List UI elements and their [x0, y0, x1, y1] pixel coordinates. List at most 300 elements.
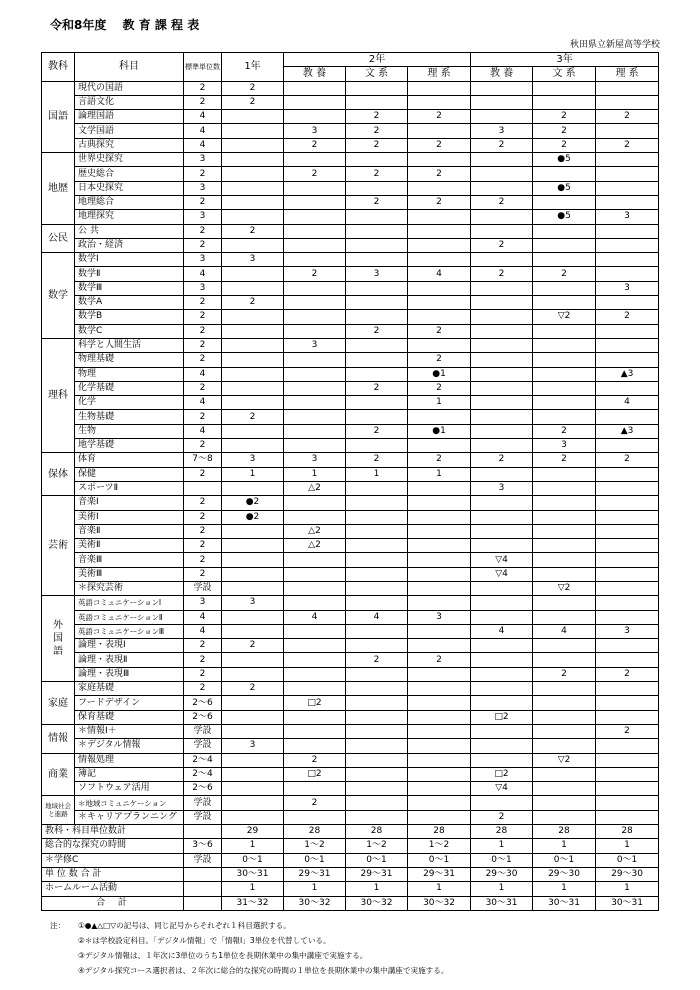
- subject-cell: 日本史探究: [75, 181, 184, 195]
- table-row: [42, 310, 659, 324]
- table-row: [42, 567, 659, 581]
- standard-units-cell: 学設: [184, 810, 222, 824]
- units-cell: 2: [533, 667, 596, 681]
- units-cell: [408, 524, 471, 538]
- units-cell: [408, 81, 471, 95]
- units-cell: [471, 381, 533, 395]
- standard-units-cell: 学設: [184, 724, 222, 738]
- units-cell: 2: [408, 167, 471, 181]
- table-row: [42, 782, 659, 796]
- subject-cell: 現代の国語: [75, 81, 184, 95]
- table-row: [42, 353, 659, 367]
- units-cell: ▲3: [596, 424, 659, 438]
- units-cell: 3: [346, 267, 408, 281]
- subject-cell: 美術Ⅱ: [75, 539, 184, 553]
- units-cell: 2: [346, 653, 408, 667]
- table-row: [42, 238, 659, 252]
- units-cell: [346, 739, 408, 753]
- units-cell: [408, 753, 471, 767]
- units-cell: 0～1: [533, 853, 596, 867]
- units-cell: [596, 410, 659, 424]
- summary-label: 総合的な探究の時間: [42, 839, 184, 853]
- units-cell: [222, 782, 284, 796]
- units-cell: [346, 439, 408, 453]
- units-cell: [284, 782, 346, 796]
- units-cell: 1: [408, 882, 471, 896]
- units-cell: [222, 381, 284, 395]
- subject-cell: 情報処理: [75, 753, 184, 767]
- header-category: 教科: [42, 53, 75, 82]
- units-cell: 2: [533, 424, 596, 438]
- header-year1: 1年: [222, 53, 284, 82]
- standard-units-cell: 4: [184, 396, 222, 410]
- units-cell: [408, 553, 471, 567]
- units-cell: 0～1: [471, 853, 533, 867]
- units-cell: [222, 653, 284, 667]
- units-cell: ▽4: [471, 553, 533, 567]
- units-cell: [284, 181, 346, 195]
- units-cell: [471, 210, 533, 224]
- units-cell: ▽4: [471, 782, 533, 796]
- units-cell: [533, 481, 596, 495]
- units-cell: [471, 639, 533, 653]
- standard-units-cell: 4: [184, 424, 222, 438]
- subject-cell: ソフトウェア活用: [75, 782, 184, 796]
- units-cell: ▽4: [471, 567, 533, 581]
- units-cell: 2: [471, 453, 533, 467]
- units-cell: 2: [222, 682, 284, 696]
- units-cell: [346, 296, 408, 310]
- units-cell: [346, 224, 408, 238]
- table-row: [42, 324, 659, 338]
- units-cell: [533, 539, 596, 553]
- units-cell: [222, 696, 284, 710]
- subject-cell: 物理基礎: [75, 353, 184, 367]
- subject-cell: 数学B: [75, 310, 184, 324]
- units-cell: [346, 596, 408, 610]
- subject-cell: 古典探究: [75, 138, 184, 152]
- standard-units-cell: 2: [184, 95, 222, 109]
- units-cell: 29～30: [596, 867, 659, 881]
- standard-units-cell: 2: [184, 639, 222, 653]
- standard-units-cell: 4: [184, 138, 222, 152]
- units-cell: [471, 324, 533, 338]
- units-cell: [222, 724, 284, 738]
- standard-units-cell: 2: [184, 496, 222, 510]
- category-cell: 数学: [42, 253, 75, 339]
- units-cell: 4: [471, 624, 533, 638]
- units-cell: [346, 567, 408, 581]
- units-cell: [533, 496, 596, 510]
- units-cell: [408, 696, 471, 710]
- category-cell: 情報: [42, 724, 75, 753]
- units-cell: [408, 710, 471, 724]
- units-cell: 2: [346, 424, 408, 438]
- units-cell: [284, 724, 346, 738]
- table-row: [42, 167, 659, 181]
- units-cell: [346, 481, 408, 495]
- standard-units-cell: 2: [184, 238, 222, 252]
- units-cell: 1: [471, 839, 533, 853]
- units-cell: 28: [471, 825, 533, 839]
- units-cell: [284, 496, 346, 510]
- units-cell: [596, 124, 659, 138]
- subject-cell: ＊キャリアプランニング: [75, 810, 184, 824]
- units-cell: [533, 553, 596, 567]
- units-cell: □2: [284, 696, 346, 710]
- units-cell: [596, 81, 659, 95]
- standard-units-cell: 4: [184, 110, 222, 124]
- units-cell: [346, 353, 408, 367]
- units-cell: 2: [408, 324, 471, 338]
- standard-units-cell: 学設: [184, 796, 222, 810]
- units-cell: 2: [533, 453, 596, 467]
- units-cell: 2: [346, 453, 408, 467]
- header-subject: 科目: [75, 53, 184, 82]
- category-cell: 保体: [42, 453, 75, 496]
- table-row: [42, 767, 659, 781]
- units-cell: [284, 310, 346, 324]
- units-cell: [533, 696, 596, 710]
- units-cell: [533, 510, 596, 524]
- units-cell: 2: [596, 667, 659, 681]
- header-y2-kyoyo: 教 養: [284, 67, 346, 81]
- units-cell: [533, 224, 596, 238]
- units-cell: [408, 124, 471, 138]
- units-cell: [222, 367, 284, 381]
- units-cell: 3: [284, 124, 346, 138]
- subject-cell: 音楽Ⅲ: [75, 553, 184, 567]
- units-cell: [408, 739, 471, 753]
- units-cell: [471, 581, 533, 595]
- units-cell: [596, 524, 659, 538]
- subject-cell: 地理探究: [75, 210, 184, 224]
- units-cell: 1: [346, 882, 408, 896]
- units-cell: [346, 810, 408, 824]
- units-cell: 4: [408, 267, 471, 281]
- subject-cell: スポーツⅡ: [75, 481, 184, 495]
- summary-label: 単 位 数 合 計: [42, 867, 184, 881]
- units-cell: [533, 796, 596, 810]
- units-cell: [408, 95, 471, 109]
- units-cell: [596, 510, 659, 524]
- summary-label: ＊学修C: [42, 853, 184, 867]
- units-cell: 2: [284, 138, 346, 152]
- standard-units-cell: 2: [184, 667, 222, 681]
- subject-cell: 生物: [75, 424, 184, 438]
- units-cell: 2: [471, 238, 533, 252]
- units-cell: 29～31: [346, 867, 408, 881]
- units-cell: [222, 439, 284, 453]
- units-cell: 1～2: [408, 839, 471, 853]
- subject-cell: 政治・経済: [75, 238, 184, 252]
- units-cell: [222, 310, 284, 324]
- units-cell: 30～31: [222, 867, 284, 881]
- units-cell: [408, 238, 471, 252]
- subject-cell: 言語文化: [75, 95, 184, 109]
- units-cell: 0～1: [346, 853, 408, 867]
- category-cell: 商業: [42, 753, 75, 796]
- units-cell: 3: [222, 596, 284, 610]
- units-cell: [533, 338, 596, 352]
- subject-cell: 数学A: [75, 296, 184, 310]
- units-cell: 0～1: [222, 853, 284, 867]
- units-cell: [471, 167, 533, 181]
- standard-units-cell: 2: [184, 381, 222, 395]
- header-year3: 3年: [471, 53, 659, 67]
- units-cell: [596, 682, 659, 696]
- units-cell: [346, 95, 408, 109]
- units-cell: [408, 410, 471, 424]
- units-cell: 2: [596, 110, 659, 124]
- units-cell: 1: [596, 839, 659, 853]
- units-cell: [596, 553, 659, 567]
- units-cell: 2: [408, 353, 471, 367]
- units-cell: [284, 682, 346, 696]
- units-cell: [284, 667, 346, 681]
- header-y2-bunkei: 文 系: [346, 67, 408, 81]
- table-row: [42, 810, 659, 824]
- units-cell: [222, 667, 284, 681]
- note-line: ③デジタル情報は、１年次に3単位のうち1単位を長期休業中の集中講座で実施する。: [78, 951, 368, 960]
- table-row: [42, 267, 659, 281]
- units-cell: 1: [222, 467, 284, 481]
- units-cell: [408, 153, 471, 167]
- units-cell: [471, 667, 533, 681]
- units-cell: 0～1: [408, 853, 471, 867]
- units-cell: 1: [222, 882, 284, 896]
- units-cell: [346, 153, 408, 167]
- subject-cell: 歴史総合: [75, 167, 184, 181]
- units-cell: [222, 624, 284, 638]
- units-cell: [596, 610, 659, 624]
- units-cell: 1～2: [346, 839, 408, 853]
- units-cell: ▽2: [533, 310, 596, 324]
- standard-units-cell: 3～6: [184, 839, 222, 853]
- units-cell: [533, 238, 596, 252]
- subject-cell: 音楽Ⅰ: [75, 496, 184, 510]
- units-cell: [471, 281, 533, 295]
- units-cell: [533, 381, 596, 395]
- units-cell: ●2: [222, 496, 284, 510]
- units-cell: [533, 281, 596, 295]
- standard-units-cell: 2: [184, 167, 222, 181]
- units-cell: [408, 510, 471, 524]
- units-cell: 2: [346, 110, 408, 124]
- standard-units-cell: 2: [184, 310, 222, 324]
- subject-cell: 簿記: [75, 767, 184, 781]
- units-cell: [408, 639, 471, 653]
- table-row: [42, 95, 659, 109]
- curriculum-table: [41, 52, 659, 911]
- units-cell: [346, 553, 408, 567]
- units-cell: 2: [408, 453, 471, 467]
- units-cell: [222, 710, 284, 724]
- units-cell: [596, 95, 659, 109]
- units-cell: [284, 195, 346, 209]
- units-cell: 2: [346, 124, 408, 138]
- units-cell: [596, 167, 659, 181]
- units-cell: [222, 567, 284, 581]
- subject-cell: 保育基礎: [75, 710, 184, 724]
- notes-lead: 注：: [50, 921, 66, 930]
- units-cell: [408, 624, 471, 638]
- units-cell: 1: [596, 882, 659, 896]
- units-cell: [596, 782, 659, 796]
- units-cell: 29～31: [284, 867, 346, 881]
- units-cell: 2: [471, 267, 533, 281]
- standard-units-cell: 2: [184, 653, 222, 667]
- standard-units-cell: [184, 481, 222, 495]
- units-cell: [284, 210, 346, 224]
- units-cell: 4: [533, 624, 596, 638]
- units-cell: [471, 496, 533, 510]
- subject-cell: ＊情報Ⅰ＋: [75, 724, 184, 738]
- units-cell: [284, 110, 346, 124]
- units-cell: 4: [284, 610, 346, 624]
- units-cell: [284, 367, 346, 381]
- table-row: [42, 696, 659, 710]
- units-cell: [471, 682, 533, 696]
- units-cell: [346, 181, 408, 195]
- units-cell: 30～32: [408, 896, 471, 910]
- units-cell: [408, 782, 471, 796]
- units-cell: [471, 296, 533, 310]
- units-cell: [222, 753, 284, 767]
- units-cell: [222, 539, 284, 553]
- units-cell: [533, 95, 596, 109]
- units-cell: 2: [533, 110, 596, 124]
- units-cell: ●1: [408, 424, 471, 438]
- units-cell: [533, 353, 596, 367]
- units-cell: [471, 424, 533, 438]
- units-cell: [222, 796, 284, 810]
- units-cell: [533, 682, 596, 696]
- units-cell: [471, 753, 533, 767]
- table-row: [42, 124, 659, 138]
- summary-row: [42, 825, 659, 839]
- summary-row: [42, 882, 659, 896]
- subject-cell: ＊探究芸術: [75, 581, 184, 595]
- units-cell: 29～30: [533, 867, 596, 881]
- units-cell: [408, 181, 471, 195]
- table-row: [42, 581, 659, 595]
- units-cell: 2: [346, 324, 408, 338]
- units-cell: 2: [346, 195, 408, 209]
- table-row: [42, 610, 659, 624]
- units-cell: 3: [596, 624, 659, 638]
- units-cell: [222, 396, 284, 410]
- units-cell: ▽2: [533, 753, 596, 767]
- units-cell: [471, 310, 533, 324]
- units-cell: [596, 810, 659, 824]
- units-cell: [596, 467, 659, 481]
- category-cell: 家庭: [42, 682, 75, 725]
- units-cell: [346, 510, 408, 524]
- notes: [50, 918, 448, 978]
- units-cell: [596, 181, 659, 195]
- subject-cell: 公 共: [75, 224, 184, 238]
- units-cell: 2: [284, 796, 346, 810]
- subject-cell: 物理: [75, 367, 184, 381]
- units-cell: [408, 224, 471, 238]
- units-cell: [222, 481, 284, 495]
- units-cell: [222, 281, 284, 295]
- standard-units-cell: 4: [184, 624, 222, 638]
- units-cell: [408, 767, 471, 781]
- standard-units-cell: 3: [184, 153, 222, 167]
- units-cell: [346, 281, 408, 295]
- standard-units-cell: 2: [184, 324, 222, 338]
- units-cell: [408, 724, 471, 738]
- units-cell: [596, 596, 659, 610]
- units-cell: [596, 710, 659, 724]
- units-cell: [222, 324, 284, 338]
- standard-units-cell: 3: [184, 253, 222, 267]
- units-cell: 30～32: [284, 896, 346, 910]
- units-cell: [596, 753, 659, 767]
- units-cell: [471, 95, 533, 109]
- standard-units-cell: 2～6: [184, 710, 222, 724]
- header-standard-units: 標準単位数: [184, 53, 222, 82]
- units-cell: 2: [596, 310, 659, 324]
- units-cell: [471, 81, 533, 95]
- units-cell: [222, 181, 284, 195]
- units-cell: [471, 796, 533, 810]
- units-cell: [222, 810, 284, 824]
- units-cell: 31～32: [222, 896, 284, 910]
- units-cell: 28: [596, 825, 659, 839]
- units-cell: 2: [471, 195, 533, 209]
- units-cell: [408, 596, 471, 610]
- units-cell: 28: [346, 825, 408, 839]
- units-cell: 2: [408, 653, 471, 667]
- subject-cell: 化学基礎: [75, 381, 184, 395]
- units-cell: [346, 639, 408, 653]
- table-row: [42, 253, 659, 267]
- table-row: [42, 724, 659, 738]
- units-cell: 1～2: [284, 839, 346, 853]
- units-cell: [222, 610, 284, 624]
- units-cell: 3: [408, 610, 471, 624]
- table-row: [42, 110, 659, 124]
- table-row: [42, 510, 659, 524]
- units-cell: 2: [346, 138, 408, 152]
- units-cell: 2: [596, 138, 659, 152]
- table-row: [42, 367, 659, 381]
- units-cell: 1: [533, 882, 596, 896]
- units-cell: [222, 424, 284, 438]
- standard-units-cell: 2～4: [184, 767, 222, 781]
- units-cell: 3: [284, 338, 346, 352]
- units-cell: [346, 238, 408, 252]
- units-cell: [284, 439, 346, 453]
- units-cell: [284, 639, 346, 653]
- standard-units-cell: 4: [184, 124, 222, 138]
- units-cell: [596, 496, 659, 510]
- subject-cell: 文学国語: [75, 124, 184, 138]
- units-cell: [408, 310, 471, 324]
- subject-cell: 地理総合: [75, 195, 184, 209]
- units-cell: [471, 524, 533, 538]
- units-cell: [222, 195, 284, 209]
- standard-units-cell: 3: [184, 596, 222, 610]
- standard-units-cell: [184, 896, 222, 910]
- units-cell: [346, 367, 408, 381]
- standard-units-cell: [184, 882, 222, 896]
- standard-units-cell: 2: [184, 439, 222, 453]
- units-cell: △2: [284, 524, 346, 538]
